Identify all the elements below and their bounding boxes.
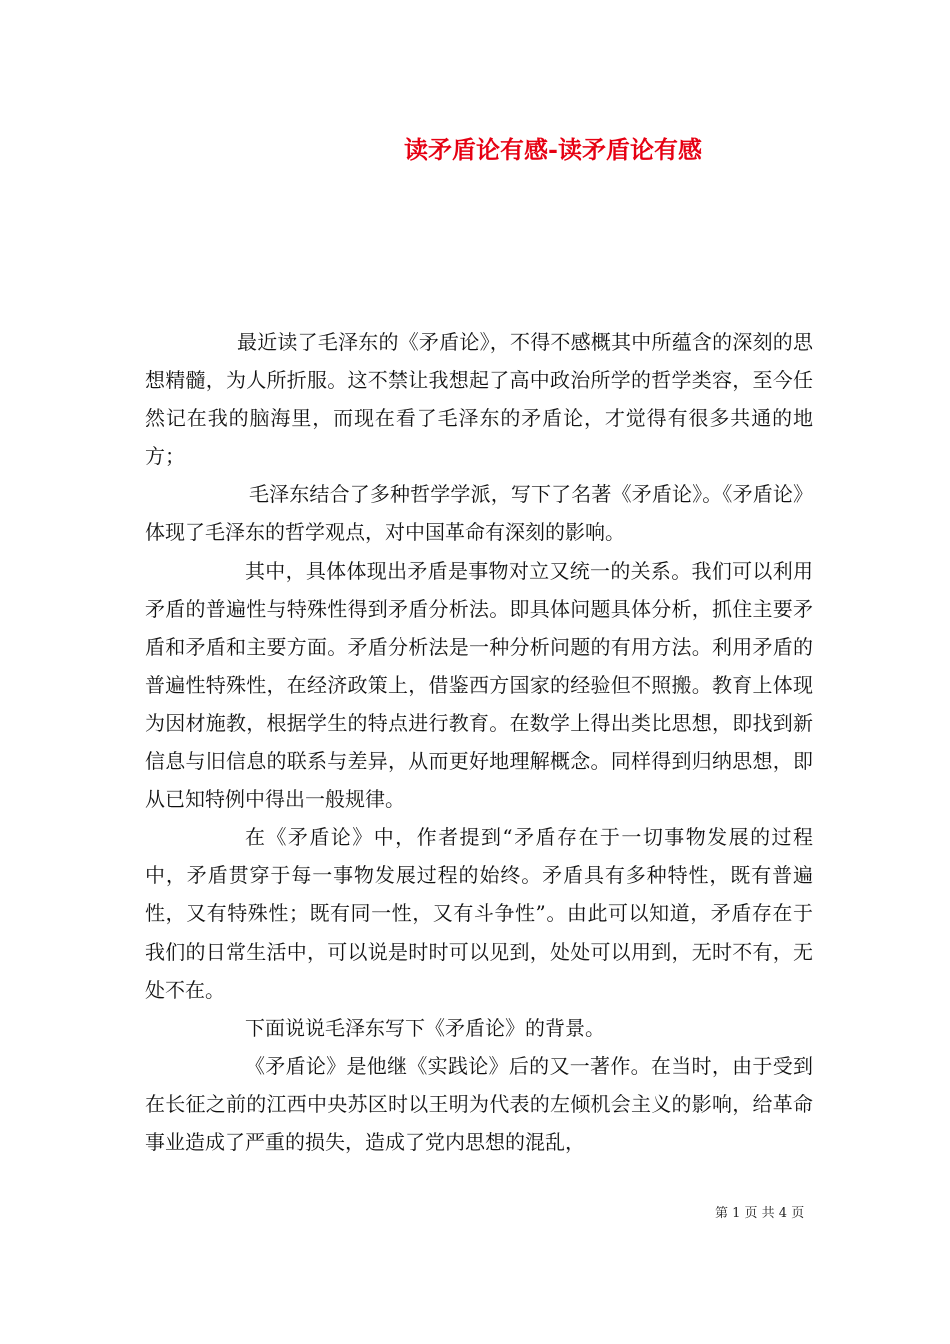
paragraph-3: 其中，具体体现出矛盾是事物对立又统一的关系。我们可以利用矛盾的普遍性与特殊性得到矛盾分析法。即具体问题具体分析，抓住主要矛盾和矛盾和主要方面。矛盾分析法是一种分析问题的有用方法。利用矛盾的普遍性特殊性，在经济政策上，借鉴西方国家的经验但不照搬。教育上体现为因材施教，根据学生的特点进行教育。在数学上得出类比思想，即找到新信息与旧信息的联系与差异，从而更好地理解概念。同样得到归纳思想，即从已知特例中得出一般规律。 [145, 558, 813, 812]
document-title: 读矛盾论有感-读矛盾论有感 [404, 135, 702, 164]
paragraph-4: 在《矛盾论》中，作者提到“矛盾存在于一切事物发展的过程中，矛盾贯穿于每一事物发展过程的始终。矛盾具有多种特性，既有普遍性，又有特殊性；既有同一性，又有斗争性”。由此可以知道，矛盾存在于我们的日常生活中，可以说是时时可以见到，处处可以用到，无时不有，无处不在。 [145, 825, 813, 1002]
paragraph-1: 最近读了毛泽东的《矛盾论》，不得不感概其中所蕴含的深刻的思想精髓，为人所折服。这不禁让我想起了高中政治所学的哲学类容，至今任然记在我的脑海里，而现在看了毛泽东的矛盾论，才觉得有很多共通的地方； [145, 330, 813, 469]
document-body [145, 323, 813, 1161]
paragraph-5: 下面说说毛泽东写下《矛盾论》的背景。 [245, 1015, 605, 1040]
page-number: 第 1 页 共 4 页 [715, 1206, 805, 1221]
paragraph-6: 《矛盾论》是他继《实践论》后的又一著作。在当时，由于受到在长征之前的江西中央苏区时以王明为代表的左倾机会主义的影响，给革命事业造成了严重的损失，造成了党内思想的混乱， [145, 1053, 813, 1154]
paragraph-2: 毛泽东结合了多种哲学学派，写下了名著《矛盾论》。《矛盾论》体现了毛泽东的哲学观点，对中国革命有深刻的影响。 [145, 482, 813, 545]
